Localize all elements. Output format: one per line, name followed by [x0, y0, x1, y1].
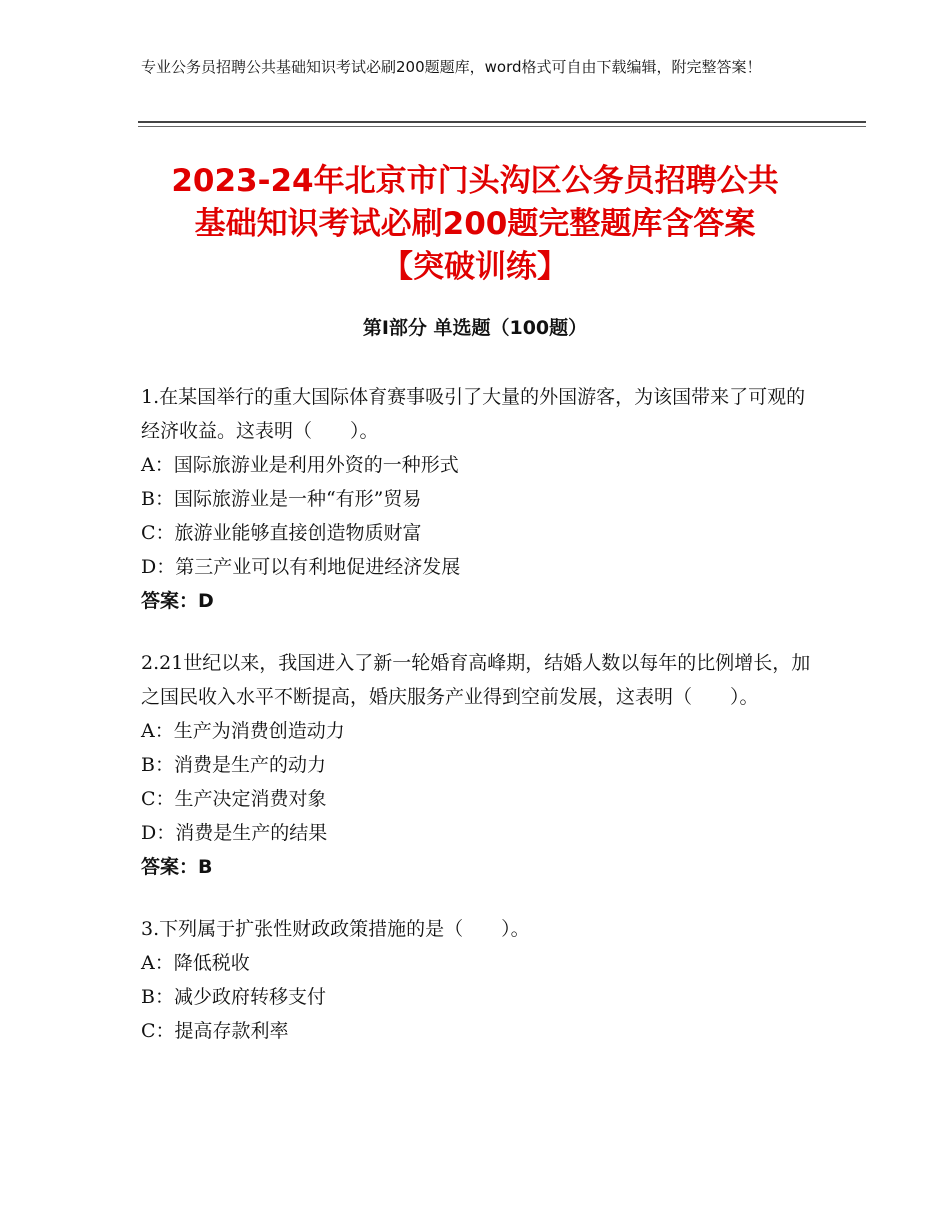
answer: 答案：B: [141, 856, 213, 878]
option-b: B：减少政府转移支付: [141, 986, 326, 1008]
option-d: D：第三产业可以有利地促进经济发展: [141, 556, 461, 578]
option-d: D：消费是生产的结果: [141, 822, 328, 844]
option-a: A：降低税收: [141, 952, 250, 974]
document-title: [120, 160, 830, 289]
option-c: C：生产决定消费对象: [141, 788, 327, 810]
header-divider-thick: [138, 121, 866, 123]
section-heading: 第Ⅰ部分 单选题（100题）: [362, 317, 588, 339]
option-b: B：消费是生产的动力: [141, 754, 326, 776]
option-a: A：国际旅游业是利用外资的一种形式: [141, 454, 459, 476]
question-stem: 2.21世纪以来，我国进入了新一轮婚育高峰期，结婚人数以每年的比例增长，加之国民收入水平不断提高，婚庆服务产业得到空前发展，这表明（ ）。: [141, 652, 811, 708]
option-b: B：国际旅游业是一种“有形”贸易: [141, 488, 422, 510]
option-c: C：提高存款利率: [141, 1020, 289, 1042]
question-2: [141, 646, 821, 884]
title-line-3: 【突破训练】: [382, 249, 568, 285]
header-divider-thin: [138, 126, 866, 127]
question-1: [141, 380, 821, 618]
title-line-1: 2023-24年北京市门头沟区公务员招聘公共: [171, 163, 779, 199]
question-3: [141, 912, 821, 1048]
question-list: [141, 380, 821, 1076]
option-a: A：生产为消费创造动力: [141, 720, 345, 742]
title-line-2: 基础知识考试必刷200题完整题库含答案: [194, 206, 756, 242]
question-stem: 3.下列属于扩张性财政政策措施的是（ ）。: [141, 918, 530, 940]
header-note: 专业公务员招聘公共基础知识考试必刷200题题库，word格式可自由下载编辑，附完整答案！: [141, 58, 762, 76]
question-stem: 1.在某国举行的重大国际体育赛事吸引了大量的外国游客，为该国带来了可观的经济收益。这表明（ ）。: [141, 386, 806, 442]
option-c: C：旅游业能够直接创造物质财富: [141, 522, 422, 544]
answer: 答案：D: [141, 590, 214, 612]
